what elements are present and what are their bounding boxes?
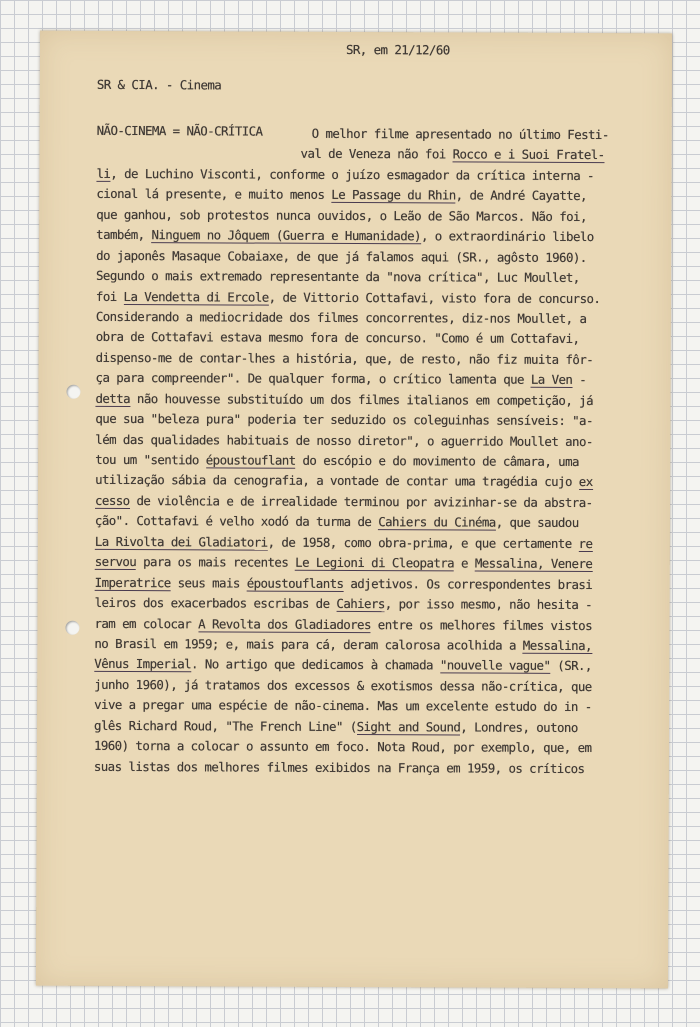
text-line: ção". Cottafavi é velho xodó da turma de Cahiers du Cinéma, que saudou	[94, 513, 579, 531]
text-line: li, de Luchino Visconti, conforme o juízo esmagador da crítica interna -	[96, 165, 595, 183]
text-line: Imperatrice seus mais époustouflants adjetivos. Os correspondentes brasi	[94, 574, 593, 592]
text-line: que sua "beleza pura" poderia ter seduzido os coleguinhas sensíveis: "a-	[95, 410, 593, 429]
text-line: dispenso-me de contar-lhes a história, que, de resto, não fiz muita fôr-	[95, 349, 594, 367]
text-line: cesso de violência e de irrealidade terminou por avizinhar-se da abstra-	[95, 492, 593, 510]
text-line: lém das qualidades habituais de nosso diretor", o aguerrido Moullet ano-	[95, 431, 593, 449]
text-line: ram em colocar A Revolta dos Gladiadores entre os melhores filmes vistos	[94, 615, 593, 633]
text-line: O melhor filme apresentado no último Festi-	[311, 125, 609, 143]
text-line: val de Veneza não foi Rocco e i Suoi Fratel-	[300, 146, 605, 163]
punch-hole	[65, 621, 79, 635]
document-header: SR & CIA. - Cinema	[96, 76, 222, 93]
text-line: Considerando a mediocridade dos filmes concorrentes, diz-nos Moullet, a	[95, 308, 587, 326]
text-line: Vênus Imperial. No artigo que dedicamos à chamada "nouvelle vague" (SR.,	[94, 656, 592, 674]
section-heading: NÃO-CINEMA = NÃO-CRÍTICA	[96, 122, 263, 139]
body-text	[94, 123, 649, 779]
text-line: 1960) torna a colocar o assunto em foco. Nota Roud, por exemplo, que, em	[93, 737, 592, 756]
text-line: utilização sábia da cenografia, a vontade de contar uma tragédia cujo ex	[95, 472, 593, 490]
punch-hole	[66, 385, 80, 399]
text-line: leiros dos exacerbados escribas de Cahiers, por isso mesmo, não hesita -	[94, 594, 593, 613]
text-line: no Brasil em 1959; e, mais para cá, deram calorosa acolhida a Messalina,	[94, 635, 592, 653]
date-line: SR, em 21/12/60	[345, 41, 450, 58]
typewritten-page	[36, 31, 672, 989]
text-line: que ganhou, sob protestos nunca ouvidos, o Leão de São Marcos. Não foi,	[96, 206, 587, 224]
text-line: cional lá presente, e muito menos Le Passage du Rhin, de André Cayatte,	[96, 186, 588, 204]
text-line: La Rivolta dei Gladiatori, de 1958, como obra-prima, e que certamente re	[94, 533, 593, 551]
text-line: também, Ninguem no Jôquem (Guerra e Humanidade), o extraordinário libelo	[96, 227, 594, 245]
text-line: detta não houvesse substituído um dos filmes italianos em competição, já	[95, 390, 594, 408]
text-line: junho 1960), já tratamos dos excessos & exotismos dessa não-crítica, que	[94, 676, 592, 694]
text-line: ça para compreender". De qualquer forma, o crítico lamenta que La Ven -	[95, 370, 587, 388]
text-line: tou um "sentido époustouflant do escópio e do movimento de câmara, uma	[95, 451, 579, 469]
text-line: vive a pregar uma espécie de não-cinema. Mas um excelente estudo do in -	[94, 697, 592, 715]
text-line: do japonês Masaque Cobaiaxe, de que já falamos aqui (SR., agôsto 1960).	[96, 247, 587, 265]
text-line: obra de Cottafavi estava mesmo fora de concurso. "Como é um Cottafavi,	[95, 329, 580, 347]
text-line: servou para os mais recentes Le Legioni di Cleopatra e Messalina, Venere	[94, 554, 593, 572]
text-line: foi La Vendetta di Ercole, de Vittorio Cottafavi, visto fora de concurso.	[95, 288, 601, 306]
text-line: glês Richard Roud, "The French Line" (Sight and Sound, Londres, outono	[94, 717, 578, 735]
text-line: suas listas dos melhores filmes exibidos na França em 1959, os críticos	[93, 758, 585, 776]
text-line: Segundo o mais extremado representante da "nova crítica", Luc Moullet,	[95, 267, 580, 286]
